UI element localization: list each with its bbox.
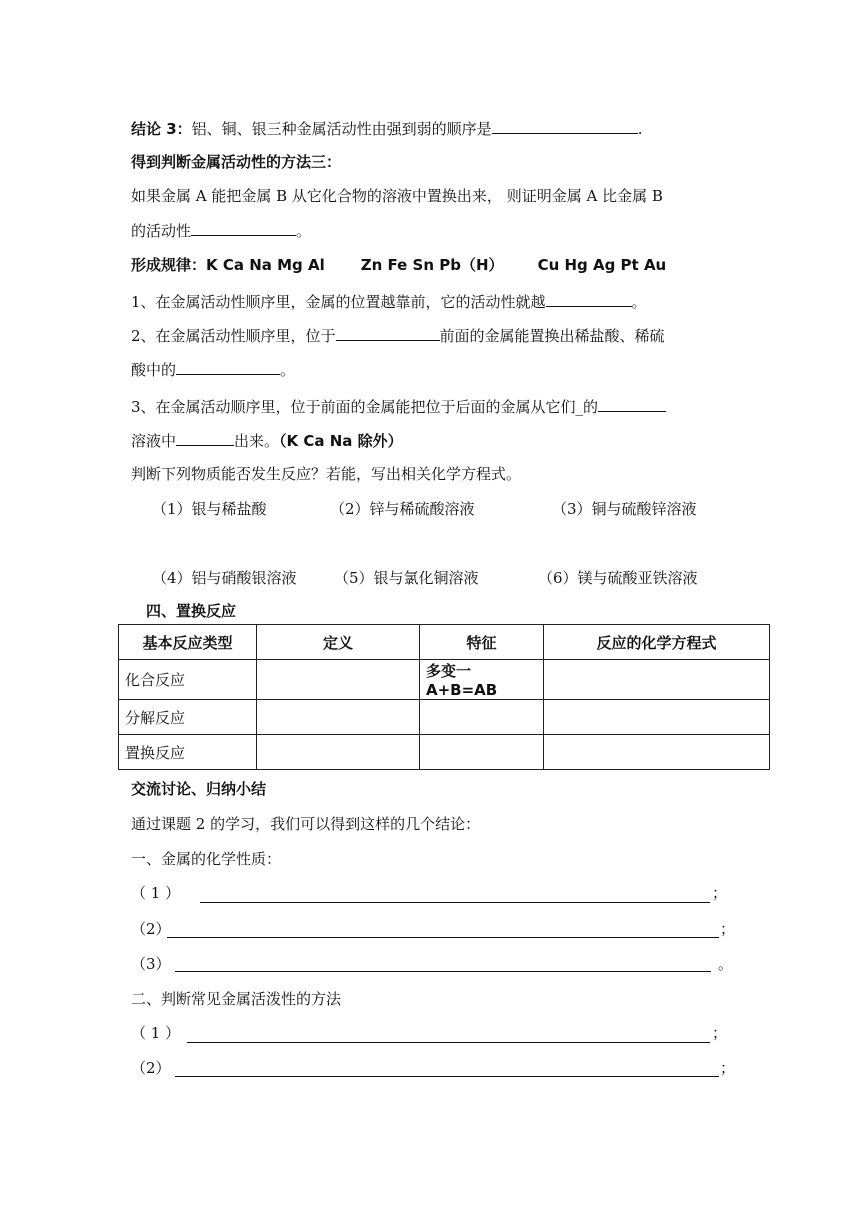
part-2-answer-line-1[interactable] <box>187 1042 710 1043</box>
method3-blank[interactable] <box>191 220 296 236</box>
part-1-answer-line-3[interactable] <box>175 971 711 972</box>
rule-2-text2: 前面的金属能置换出稀盐酸、稀硫 <box>439 327 665 345</box>
table-cell[interactable] <box>420 735 544 770</box>
table-cell[interactable] <box>257 735 420 770</box>
table-cell[interactable] <box>257 660 420 700</box>
rule-3-text2: 溶液中 <box>131 432 177 450</box>
judge-item-5: （5）银与氯化铜溶液 <box>334 569 479 587</box>
conclusion-3 <box>131 118 642 139</box>
table-row <box>119 700 770 735</box>
conclusion-3-text: 铝、铜、银三种金属活动性由强到弱的顺序是 <box>191 120 492 138</box>
header-equation: 反应的化学方程式 <box>544 625 770 660</box>
table-cell: 分解反应 <box>119 700 257 735</box>
table-row <box>119 660 770 700</box>
rule-2-blank2[interactable] <box>176 359 280 375</box>
header-feature: 特征 <box>420 625 544 660</box>
rule-1-blank[interactable] <box>546 291 632 307</box>
part-2-item-2-num: （2） <box>131 1059 171 1077</box>
table-cell: 多变一 A+B=AB <box>420 660 544 700</box>
conclusion-3-label: 结论 3： <box>131 120 192 138</box>
table-cell: 化合反应 <box>119 660 257 700</box>
rule-label: 形成规律： <box>131 256 207 274</box>
rule-group2: Zn Fe Sn Pb（H） <box>360 256 504 274</box>
rule-3-line1 <box>131 396 666 417</box>
table-cell[interactable] <box>544 735 770 770</box>
part-2-item-1-end: ； <box>712 1024 728 1042</box>
method3-end: 。 <box>296 222 312 240</box>
rule-1-end: 。 <box>631 293 647 311</box>
table-cell[interactable] <box>257 700 420 735</box>
part-1-item-3-num: （3） <box>131 955 171 973</box>
rule-1-text: 1、在金属活动性顺序里，金属的位置越靠前，它的活动性就越 <box>131 293 546 311</box>
part-1-answer-line-2[interactable] <box>167 937 719 938</box>
rule-2-blank1[interactable] <box>336 325 440 341</box>
rule-3-note: （K Ca Na 除外） <box>279 432 403 450</box>
part-1-item-1-num: （ 1 ） <box>131 884 181 902</box>
judge-item-3: （3）铜与硫酸锌溶液 <box>552 500 697 518</box>
part-1-answer-line-1[interactable] <box>200 902 710 903</box>
rule-line <box>131 255 666 275</box>
judge-item-1: （1）银与稀盐酸 <box>152 500 267 518</box>
rule-2-text1: 2、在金属活动性顺序里，位于 <box>131 327 336 345</box>
rule-3-text1: 3、在金属活动顺序里，位于前面的金属能把位于后面的金属从它们 <box>131 398 576 416</box>
part-2-item-2-end: ； <box>720 1059 736 1077</box>
conclusion-3-end: . <box>637 120 643 138</box>
method3-text2: 的活动性 <box>131 222 192 240</box>
rule-3-blank2[interactable] <box>176 430 234 446</box>
judge-item-2: （2）锌与稀硫酸溶液 <box>330 500 475 518</box>
rule-2-line2 <box>131 359 295 380</box>
part-1-item-1-end: ； <box>712 884 728 902</box>
judge-item-6: （6）镁与硫酸亚铁溶液 <box>538 569 698 587</box>
judge-item-4: （4）铝与硝酸银溶液 <box>152 569 297 587</box>
method3-text-line2 <box>131 220 311 241</box>
summary-heading: 交流讨论、归纳小结 <box>131 780 267 798</box>
part-2-title: 二、判断常见金属活泼性的方法 <box>131 990 342 1008</box>
header-definition: 定义 <box>257 625 420 660</box>
table-cell[interactable] <box>544 700 770 735</box>
table-cell: 置换反应 <box>119 735 257 770</box>
table-cell[interactable] <box>544 660 770 700</box>
rule-2-line1 <box>131 325 665 346</box>
table-header-row <box>119 625 770 660</box>
rule-3-line2 <box>131 430 403 451</box>
judge-prompt: 判断下列物质能否发生反应？若能，写出相关化学方程式。 <box>131 465 522 483</box>
rule-2-text3: 酸中的 <box>131 361 177 379</box>
method3-heading: 得到判断金属活动性的方法三： <box>131 153 342 171</box>
summary-intro: 通过课题 2 的学习，我们可以得到这样的几个结论： <box>131 815 481 833</box>
part-1-title: 一、金属的化学性质： <box>131 850 282 868</box>
conclusion-3-blank[interactable] <box>492 118 638 134</box>
rule-group3: Cu Hg Ag Pt Au <box>537 256 667 274</box>
rule-3-text3: 出来。 <box>234 432 280 450</box>
table-cell[interactable] <box>420 700 544 735</box>
part-1-item-2-num: （2） <box>131 920 171 938</box>
header-type: 基本反应类型 <box>119 625 257 660</box>
part-1-item-3-end: 。 <box>718 955 734 973</box>
rule-1 <box>131 291 647 312</box>
reaction-types-table <box>118 624 770 770</box>
part-2-answer-line-2[interactable] <box>175 1076 719 1077</box>
part-1-item-2-end: ； <box>720 920 736 938</box>
table-row <box>119 735 770 770</box>
rule-3-blank1[interactable] <box>598 396 666 412</box>
section-4-heading: 四、置换反应 <box>146 602 237 620</box>
method3-text-line1: 如果金属 A 能把金属 B 从它化合物的溶液中置换出来， 则证明金属 A 比金属 B <box>131 187 663 205</box>
rule-2-end: 。 <box>280 361 296 379</box>
rule-group1: K Ca Na Mg Al <box>206 256 325 274</box>
part-2-item-1-num: （ 1 ） <box>131 1024 181 1042</box>
rule-3-underlined: _的 <box>575 398 599 416</box>
